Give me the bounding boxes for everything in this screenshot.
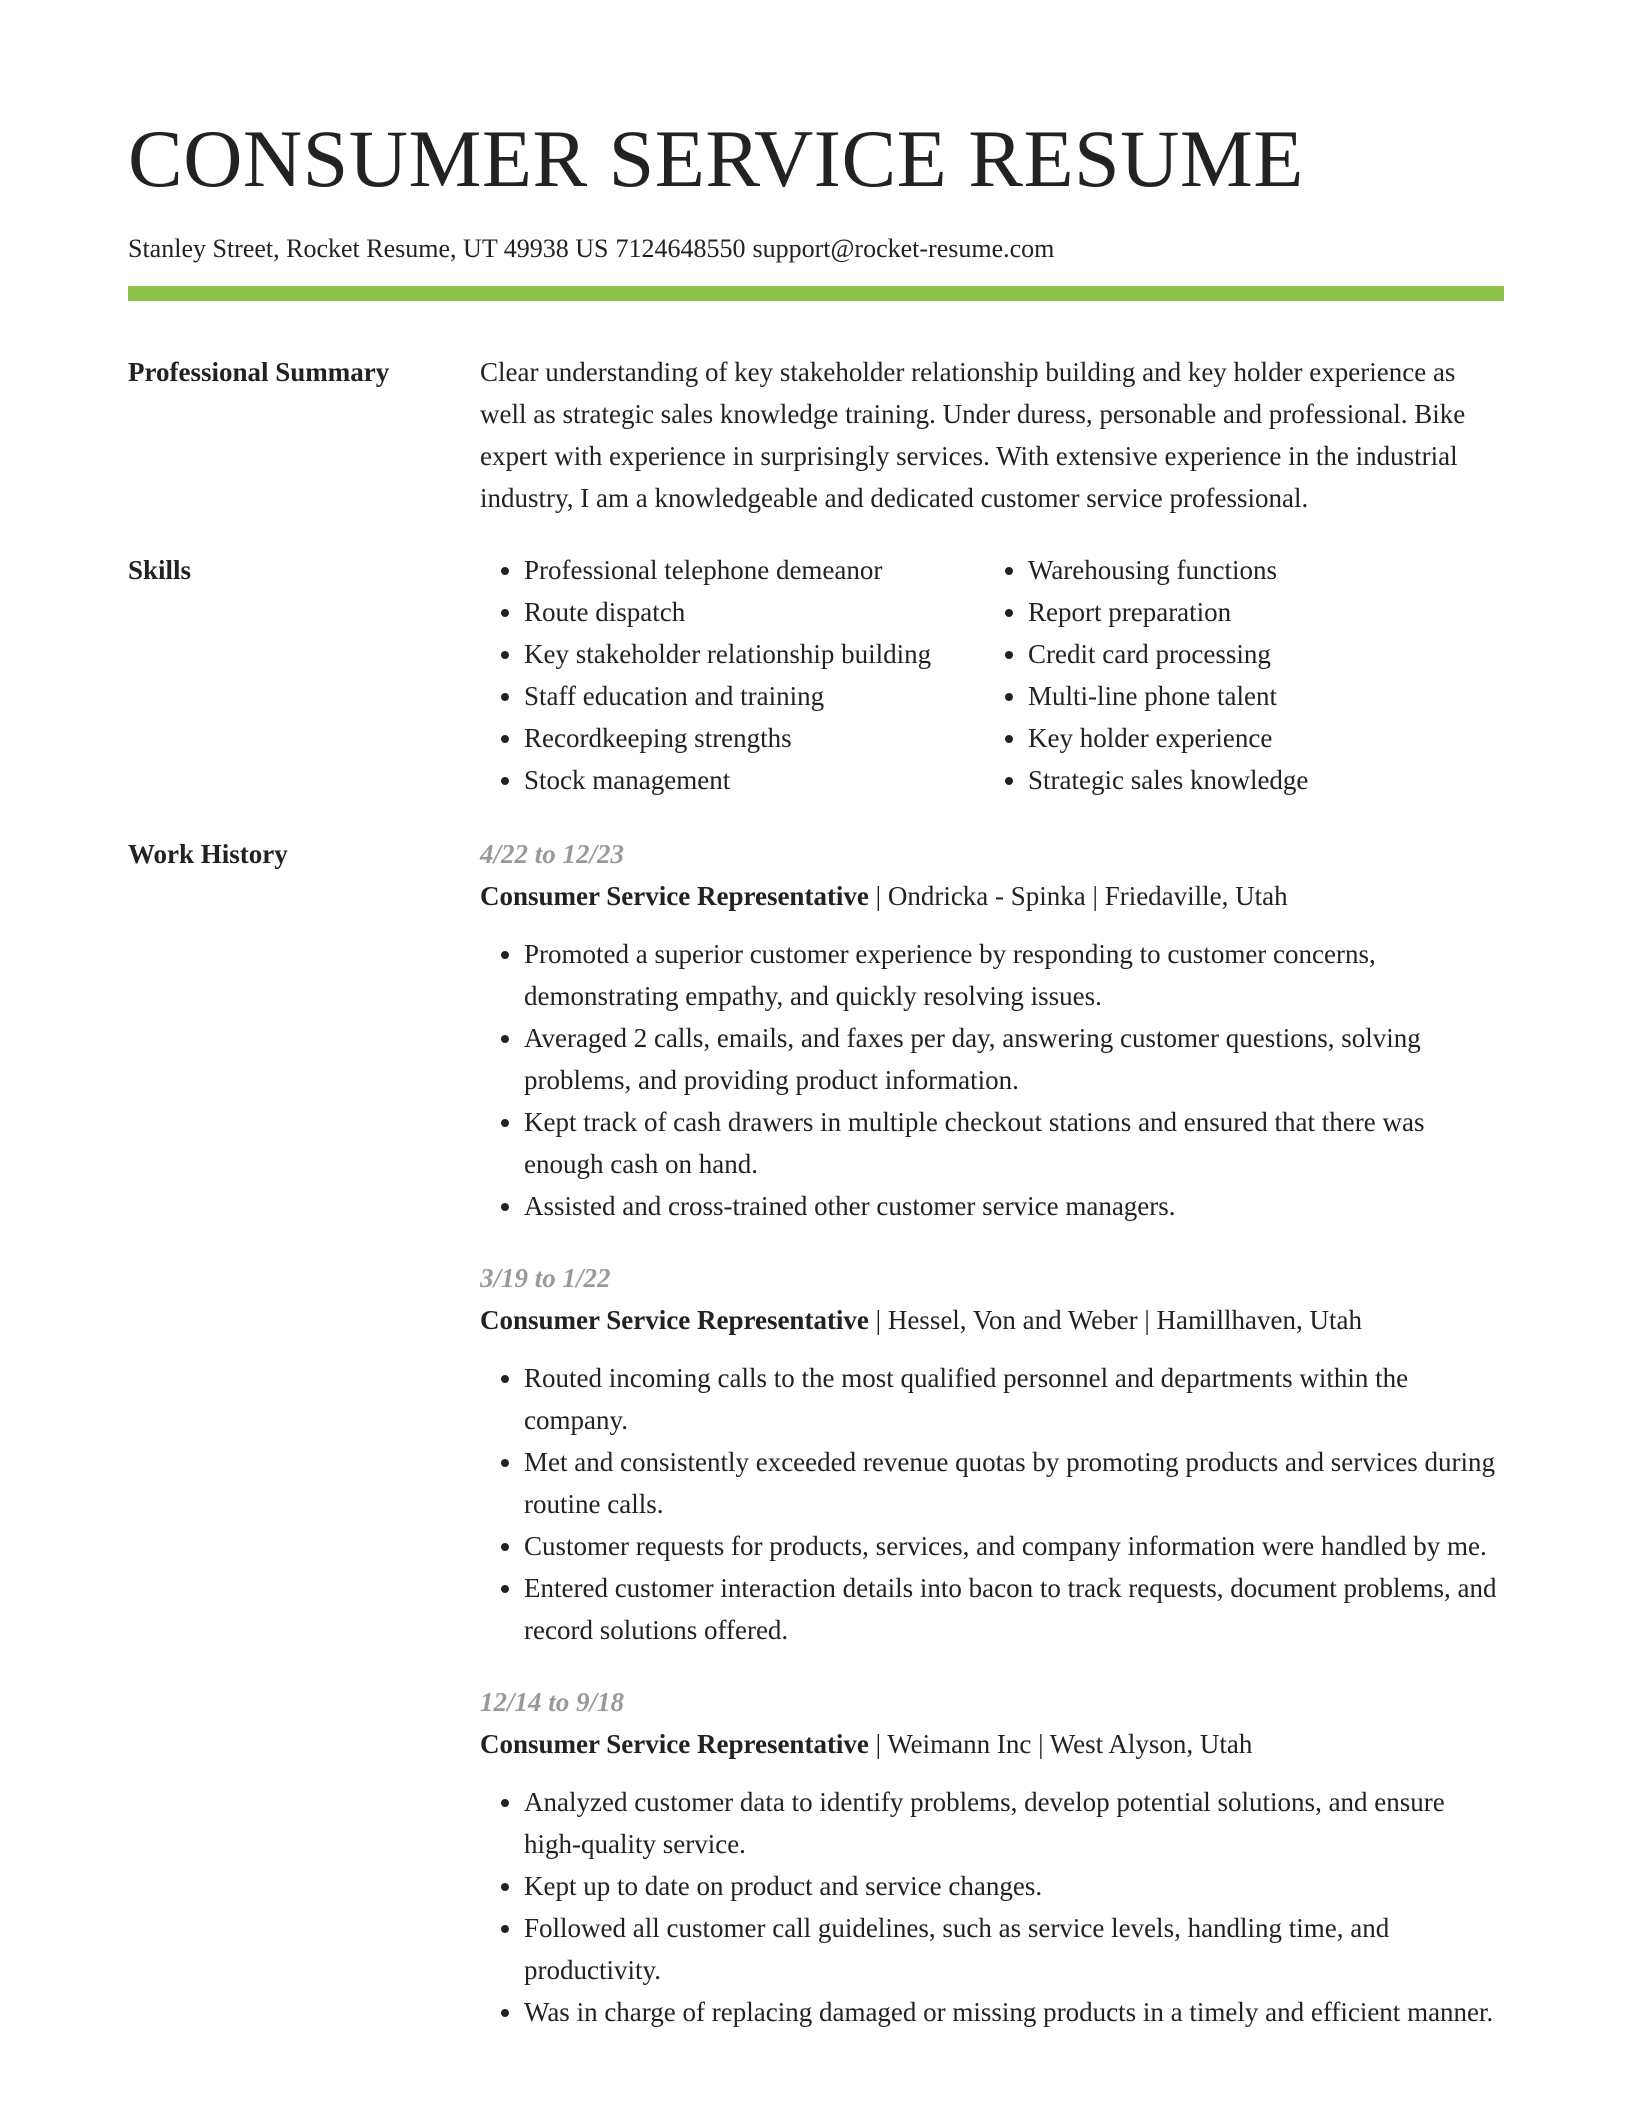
job-bullet: • Assisted and cross-trained other customer service managers. [524, 1185, 1504, 1227]
skills-label: Skills [128, 555, 192, 585]
job-entry [480, 1681, 1504, 2033]
skill-item: • Multi-line phone talent [1028, 675, 1488, 717]
job-company: Weimann Inc [887, 1729, 1032, 1759]
work-history-label: Work History [128, 839, 288, 869]
skill-item: • Strategic sales knowledge [1028, 759, 1488, 801]
job-bullets [480, 1781, 1504, 2033]
accent-divider [128, 286, 1504, 301]
skills-column-1 [480, 549, 984, 801]
job-title: Consumer Service Representative [480, 881, 869, 911]
job-bullet: • Customer requests for products, services, and company information were handled by me. [524, 1525, 1504, 1567]
contact-line [128, 233, 1054, 265]
job-bullet: • Kept track of cash drawers in multiple checkout stations and ensured that there was enough cash on hand. [524, 1101, 1504, 1185]
skills-columns [480, 549, 1504, 801]
job-bullet: • Kept up to date on product and service changes. [524, 1865, 1504, 1907]
skill-item: • Warehousing functions [1028, 549, 1488, 591]
summary-text: Clear understanding of key stakeholder relationship building and key holder experience as well as strategic sales knowledge training. Under duress, personable and professional. Bike expert with experience in surprisingly services. With extensive experience in the industrial industry, I am a knowledgeable and dedicated customer service professional. [480, 357, 1466, 513]
job-bullets [480, 933, 1504, 1227]
job-dates: 4/22 to 12/23 [480, 839, 625, 869]
job-dates: 12/14 to 9/18 [480, 1687, 625, 1717]
skill-item: • Key holder experience [1028, 717, 1488, 759]
skill-item: • Key stakeholder relationship building [524, 633, 984, 675]
skills-body [480, 549, 1504, 801]
job-bullet: • Entered customer interaction details into bacon to track requests, document problems, and record solutions offered. [524, 1567, 1504, 1651]
job-bullet: • Met and consistently exceeded revenue quotas by promoting products and services during routine calls. [524, 1441, 1504, 1525]
job-location: Friedaville, Utah [1104, 881, 1288, 911]
job-bullet: • Was in charge of replacing damaged or missing products in a timely and efficient manner. [524, 1991, 1504, 2033]
summary-body [480, 351, 1504, 519]
job-bullet: • Routed incoming calls to the most qualified personnel and departments within the company. [524, 1357, 1504, 1441]
job-header: Consumer Service Representative | Weimann Inc | West Alyson, Utah [480, 1729, 1253, 1759]
skill-item: • Staff education and training [524, 675, 984, 717]
skill-item: • Professional telephone demeanor [524, 549, 984, 591]
job-header: Consumer Service Representative | Hessel, Von and Weber | Hamillhaven, Utah [480, 1305, 1362, 1335]
job-bullet: • Followed all customer call guidelines, such as service levels, handling time, and productivity. [524, 1907, 1504, 1991]
job-entry [480, 1257, 1504, 1651]
job-bullet: • Promoted a superior customer experience by responding to customer concerns, demonstrating empathy, and quickly resolving issues. [524, 933, 1504, 1017]
skills-column-2 [984, 549, 1488, 801]
job-dates: 3/19 to 1/22 [480, 1263, 611, 1293]
job-entry [480, 833, 1504, 1227]
skill-item: • Recordkeeping strengths [524, 717, 984, 759]
job-title: Consumer Service Representative [480, 1729, 869, 1759]
skill-item: • Route dispatch [524, 591, 984, 633]
skill-item: • Report preparation [1028, 591, 1488, 633]
job-company: Ondricka - Spinka [887, 881, 1086, 911]
contact-address: Stanley Street, Rocket Resume, UT 49938 US [128, 234, 609, 263]
job-bullet: • Averaged 2 calls, emails, and faxes per day, answering customer questions, solving problems, and providing product information. [524, 1017, 1504, 1101]
job-header: Consumer Service Representative | Ondricka - Spinka | Friedaville, Utah [480, 881, 1288, 911]
work-history-body [480, 833, 1504, 2063]
job-bullet: • Analyzed customer data to identify problems, develop potential solutions, and ensure high-quality service. [524, 1781, 1504, 1865]
contact-email: support@rocket-resume.com [752, 234, 1055, 263]
skill-item: • Stock management [524, 759, 984, 801]
job-company: Hessel, Von and Weber [887, 1305, 1138, 1335]
skill-item: • Credit card processing [1028, 633, 1488, 675]
job-title: Consumer Service Representative [480, 1305, 869, 1335]
job-location: Hamillhaven, Utah [1156, 1305, 1362, 1335]
resume-title: CONSUMER SERVICE RESUME [128, 113, 1304, 204]
contact-phone: 7124648550 [615, 234, 746, 263]
job-location: West Alyson, Utah [1049, 1729, 1253, 1759]
job-bullets [480, 1357, 1504, 1651]
summary-label: Professional Summary [128, 357, 390, 387]
